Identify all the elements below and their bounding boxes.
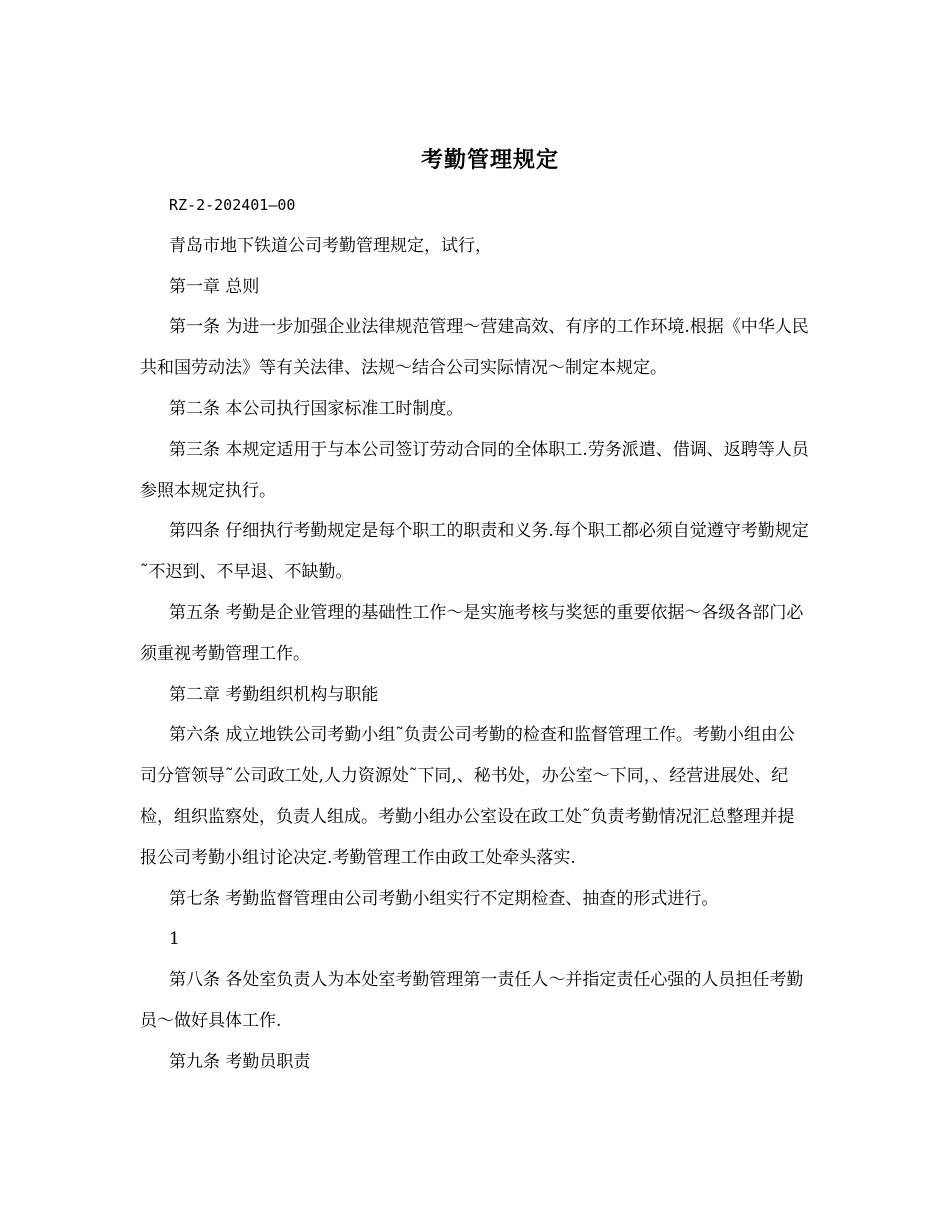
chapter-2-heading: 第二章 考勤组织机构与职能 bbox=[169, 684, 379, 705]
article-9: 第九条 考勤员职责 bbox=[169, 1051, 311, 1072]
article-8: 第八条 各处室负责人为本处室考勤管理第一责任人～并指定责任心强的人员担任考勤员～做好具体工作. bbox=[140, 970, 804, 1031]
article-5: 第五条 考勤是企业管理的基础性工作～是实施考核与奖惩的重要依据～各级各部门必须重视考勤管理工作。 bbox=[140, 602, 804, 664]
article-6: 第六条 成立地铁公司考勤小组˜负责公司考勤的检查和监督管理工作。考勤小组由公司分管领导˜公司政工处,人力资源处˜下同,、秘书处，办公室～下同，、经营进展处、纪检，组织监察处，负责人组成。考勤小组办公室设在政工处˜负责考勤情况汇总整理并提报公司考勤小组讨论决定.考勤管理工作由政工处牵头落实. bbox=[140, 725, 795, 868]
article-1: 第一条 为进一步加强企业法律规范管理～营建高效、有序的工作环境.根据《中华人民共和国劳动法》等有关法律、法规～结合公司实际情况～制定本规定。 bbox=[140, 317, 809, 379]
article-3: 第三条 本规定适用于与本公司签订劳动合同的全体职工.劳务派遣、借调、返聘等人员参照本规定执行。 bbox=[140, 439, 809, 501]
article-4: 第四条 仔细执行考勤规定是每个职工的职责和义务.每个职工都必须自觉遵守考勤规定˜不迟到、不早退、不缺勤。 bbox=[140, 521, 809, 583]
document-title: 考勤管理规定 bbox=[420, 147, 559, 173]
document-code: RZ-2-202401—00 bbox=[169, 196, 296, 214]
page-number: 1 bbox=[169, 929, 180, 950]
document-subtitle: 青岛市地下铁道公司考勤管理规定，试行， bbox=[169, 235, 492, 256]
article-7: 第七条 考勤监督管理由公司考勤小组实行不定期检查、抽查的形式进行。 bbox=[169, 888, 719, 909]
document-body bbox=[140, 185, 810, 1083]
article-2: 第二条 本公司执行国家标准工时制度。 bbox=[169, 398, 464, 419]
chapter-1-heading: 第一章 总则 bbox=[169, 276, 260, 297]
